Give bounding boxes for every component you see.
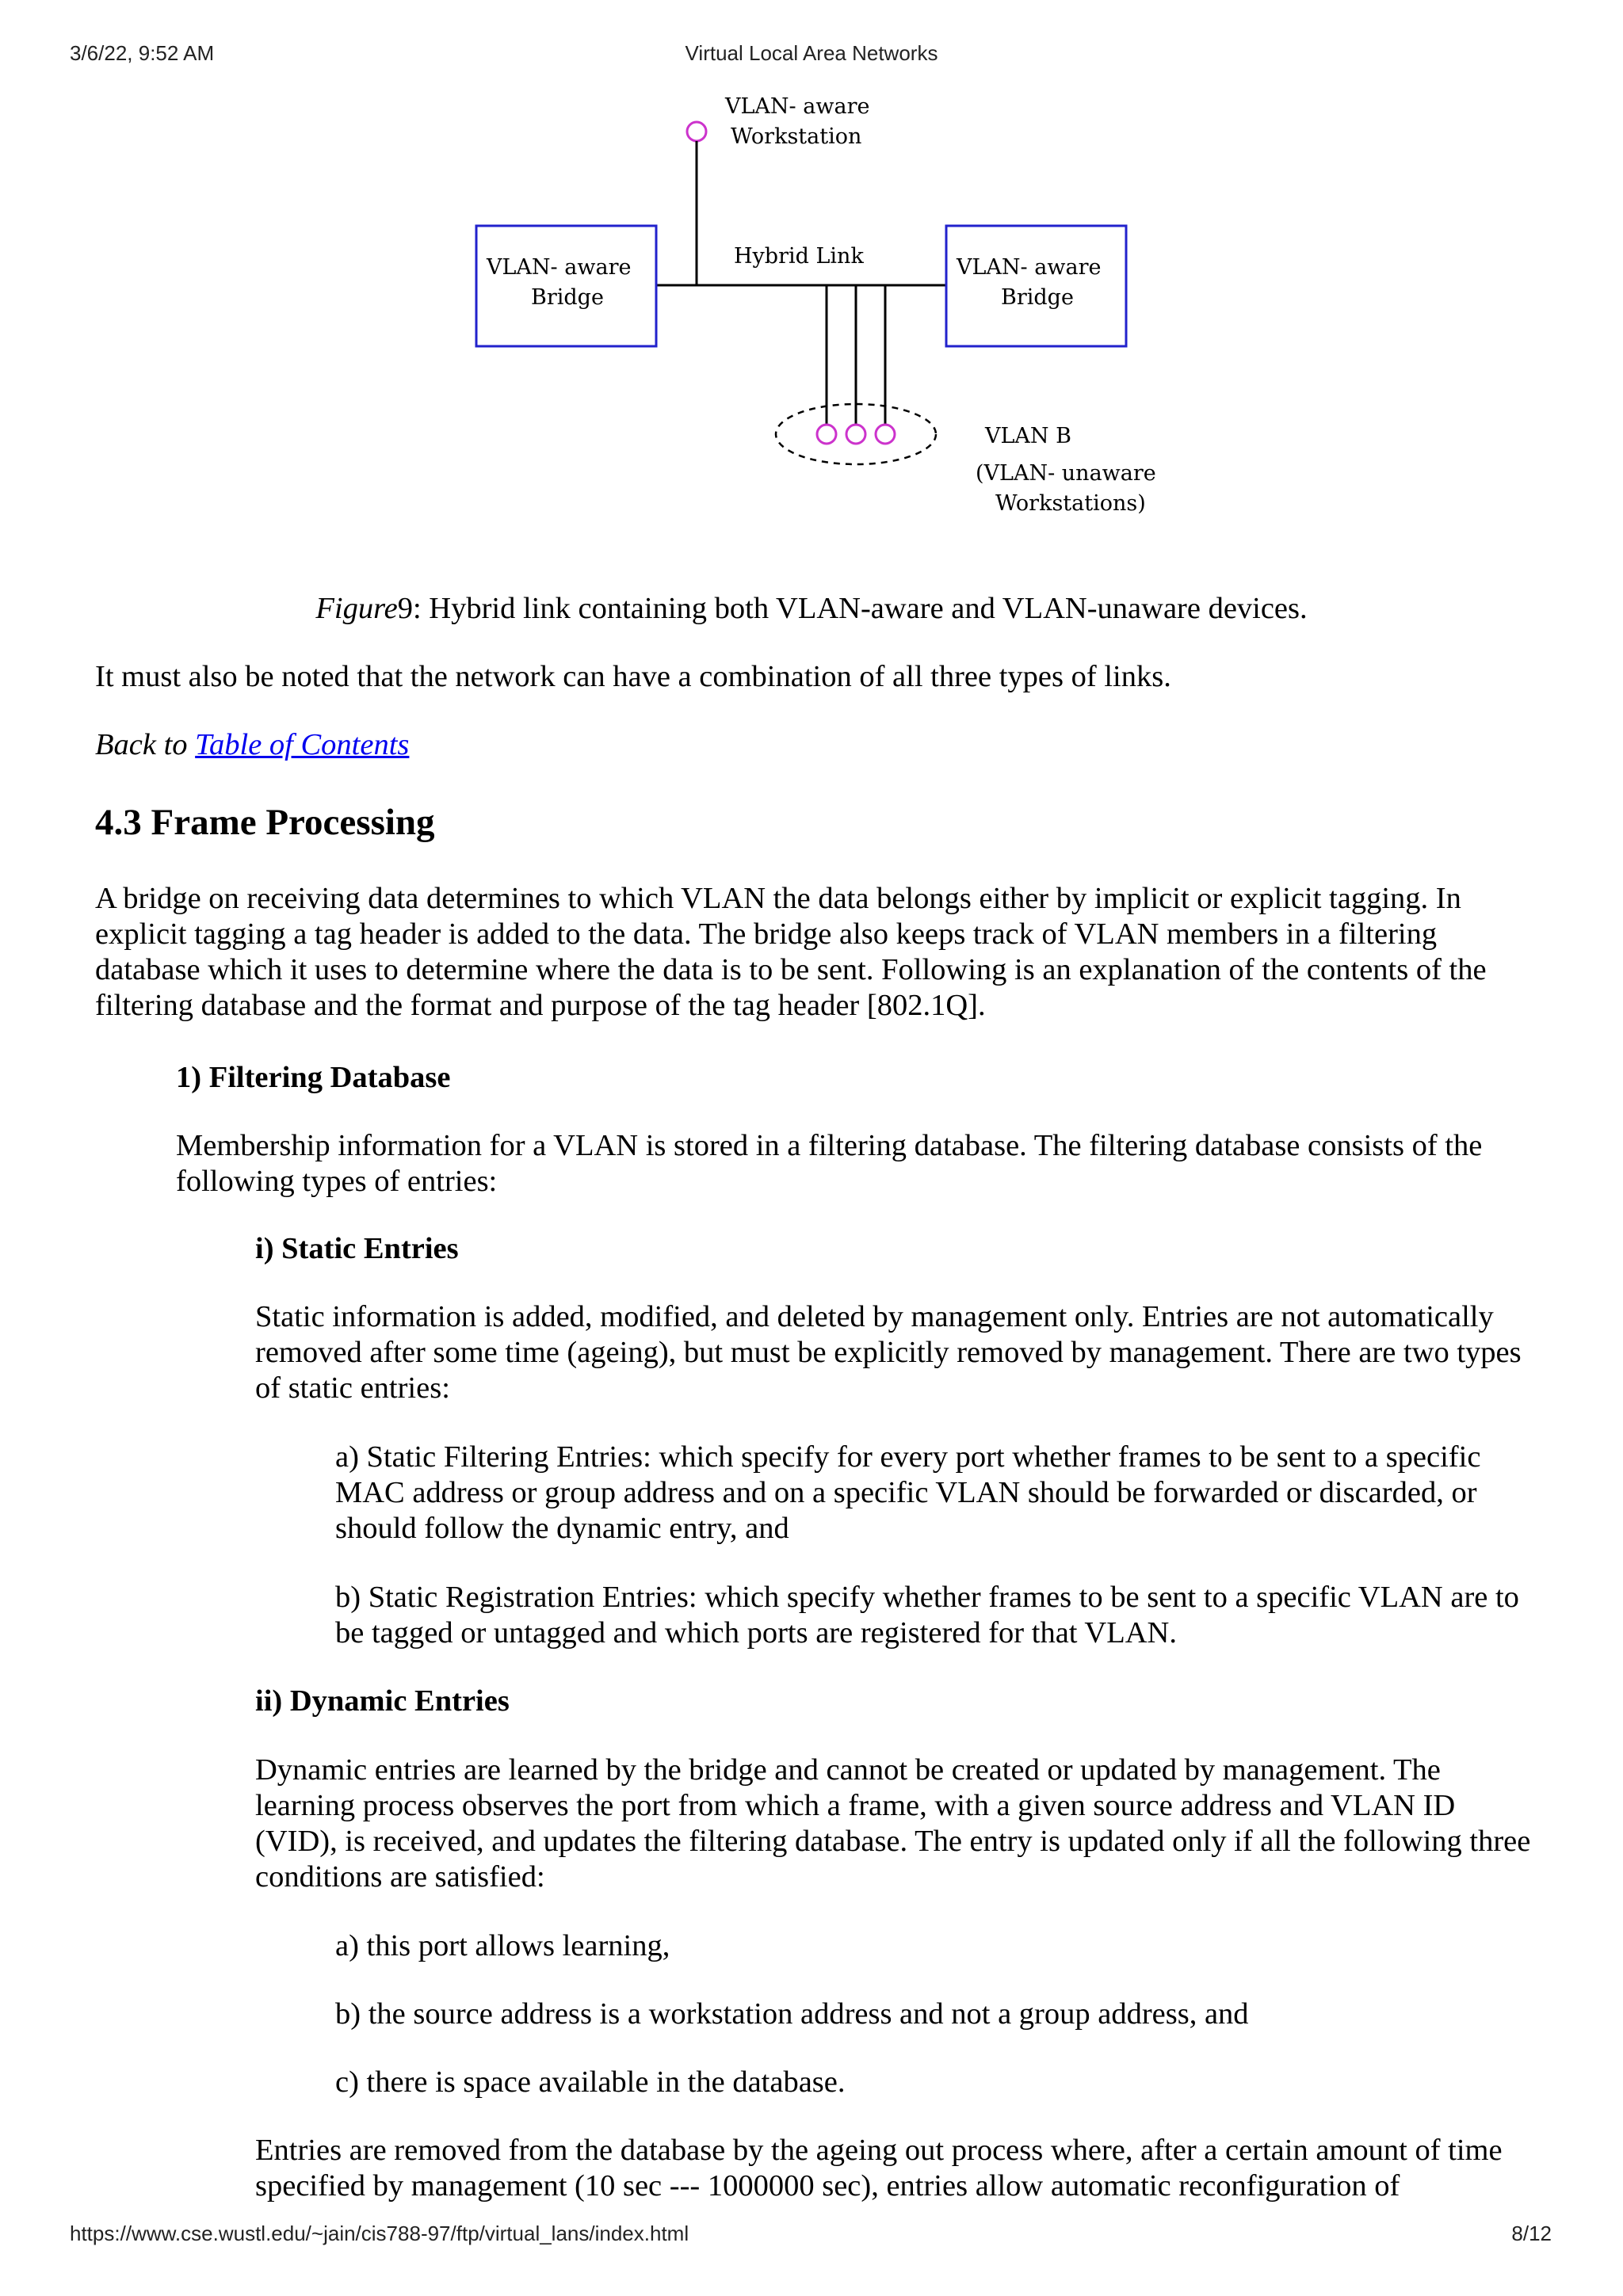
static-registration-entries-item: b) Static Registration Entries: which specify whether frames to be sent to a specific VLAN are to be tagged or untagged and which ports are registered for that VLAN. [335, 1581, 1519, 1650]
links-note: It must also be noted that the network can have a combination of all three types of links. [95, 660, 1171, 693]
learning-condition-a: a) this port allows learning, [335, 1929, 670, 1962]
vlan-unaware-workstation-node [846, 425, 865, 444]
learning-condition-b: b) the source address is a workstation address and not a group address, and [335, 1997, 1249, 2031]
section-intro: A bridge on receiving data determines to which VLAN the data belongs either by implicit or explicit tagging. In explicit tagging a tag header is added to the data. The bridge also keeps track of VLAN members in a filtering database which it uses to determine where the data is to be sent. Following is an explanation of the contents of the filtering database and the format and purpose of the tag header [802.1Q]. [95, 882, 1487, 1022]
back-to-toc [95, 727, 409, 763]
learning-condition-c: c) there is space available in the database. [335, 2065, 846, 2099]
filtering-database-text: Membership information for a VLAN is stored in a filtering database. The filtering database consists of the following types of entries: [176, 1129, 1483, 1198]
print-title: Virtual Local Area Networks [685, 41, 938, 65]
dynamic-entries-text: Dynamic entries are learned by the bridge and cannot be created or updated by management. The learning process observes the port from which a frame, with a given source address and VLAN ID (VID), is received, and updates the filtering database. The entry is updated only if all the following three conditions are satisfied: [255, 1753, 1531, 1894]
back-to-prefix: Back to [95, 728, 196, 761]
workstation-label-line2: Workstation [731, 124, 862, 149]
static-filtering-entries-item: a) Static Filtering Entries: which specify for every port whether frames to be sent to a specific MAC address or group address and on a specific VLAN should be forwarded or discarded, or should follow the dynamic entry, and [335, 1440, 1481, 1545]
workstation-label-line1: VLAN- aware [725, 94, 870, 119]
vlan-b-label: VLAN B [985, 424, 1071, 448]
ageing-text: Entries are removed from the database by the ageing out process where, after a certain amount of time specified by management (10 sec --- 1000000 sec), entries allow automatic reconfiguration of [255, 2134, 1503, 2203]
right-bridge-label-line2: Bridge [1001, 285, 1074, 310]
table-of-contents-link[interactable]: Table of Contents [195, 728, 410, 761]
dynamic-entries-heading: ii) Dynamic Entries [255, 1684, 510, 1718]
vlan-unaware-workstation-node [876, 425, 895, 444]
right-bridge-label-line1: VLAN- aware [957, 255, 1102, 280]
print-datetime: 3/6/22, 9:52 AM [70, 41, 215, 65]
section-title: 4.3 Frame Processing [95, 802, 435, 843]
vlan-b-sublabel-line1: (VLAN- unaware [976, 461, 1156, 486]
static-entries-text: Static information is added, modified, and deleted by management only. Entries are not automatically removed after some time (ageing), but must be explicitly removed by management. There are two types of static entries: [255, 1300, 1522, 1405]
figure-caption-label: Figure [315, 592, 398, 625]
figure-caption-text: 9: Hybrid link containing both VLAN-aware and VLAN-unaware devices. [397, 592, 1308, 625]
hybrid-link-label: Hybrid Link [734, 244, 864, 269]
static-entries-heading: i) Static Entries [255, 1232, 459, 1265]
vlan-unaware-workstation-node [817, 425, 836, 444]
hybrid-link-figure [468, 87, 1181, 531]
left-bridge-label-line1: VLAN- aware [487, 255, 632, 280]
left-bridge-label-line2: Bridge [531, 285, 604, 310]
figure-caption [0, 591, 1623, 627]
page-url: https://www.cse.wustl.edu/~jain/cis788-97/ftp/virtual_lans/index.html [70, 2222, 689, 2245]
vlan-b-sublabel-line2: Workstations) [995, 491, 1146, 516]
vlan-aware-workstation-node [687, 122, 706, 141]
page-number: 8/12 [1511, 2222, 1552, 2245]
filtering-database-heading: 1) Filtering Database [176, 1061, 451, 1094]
hybrid-link-diagram [468, 87, 1181, 531]
